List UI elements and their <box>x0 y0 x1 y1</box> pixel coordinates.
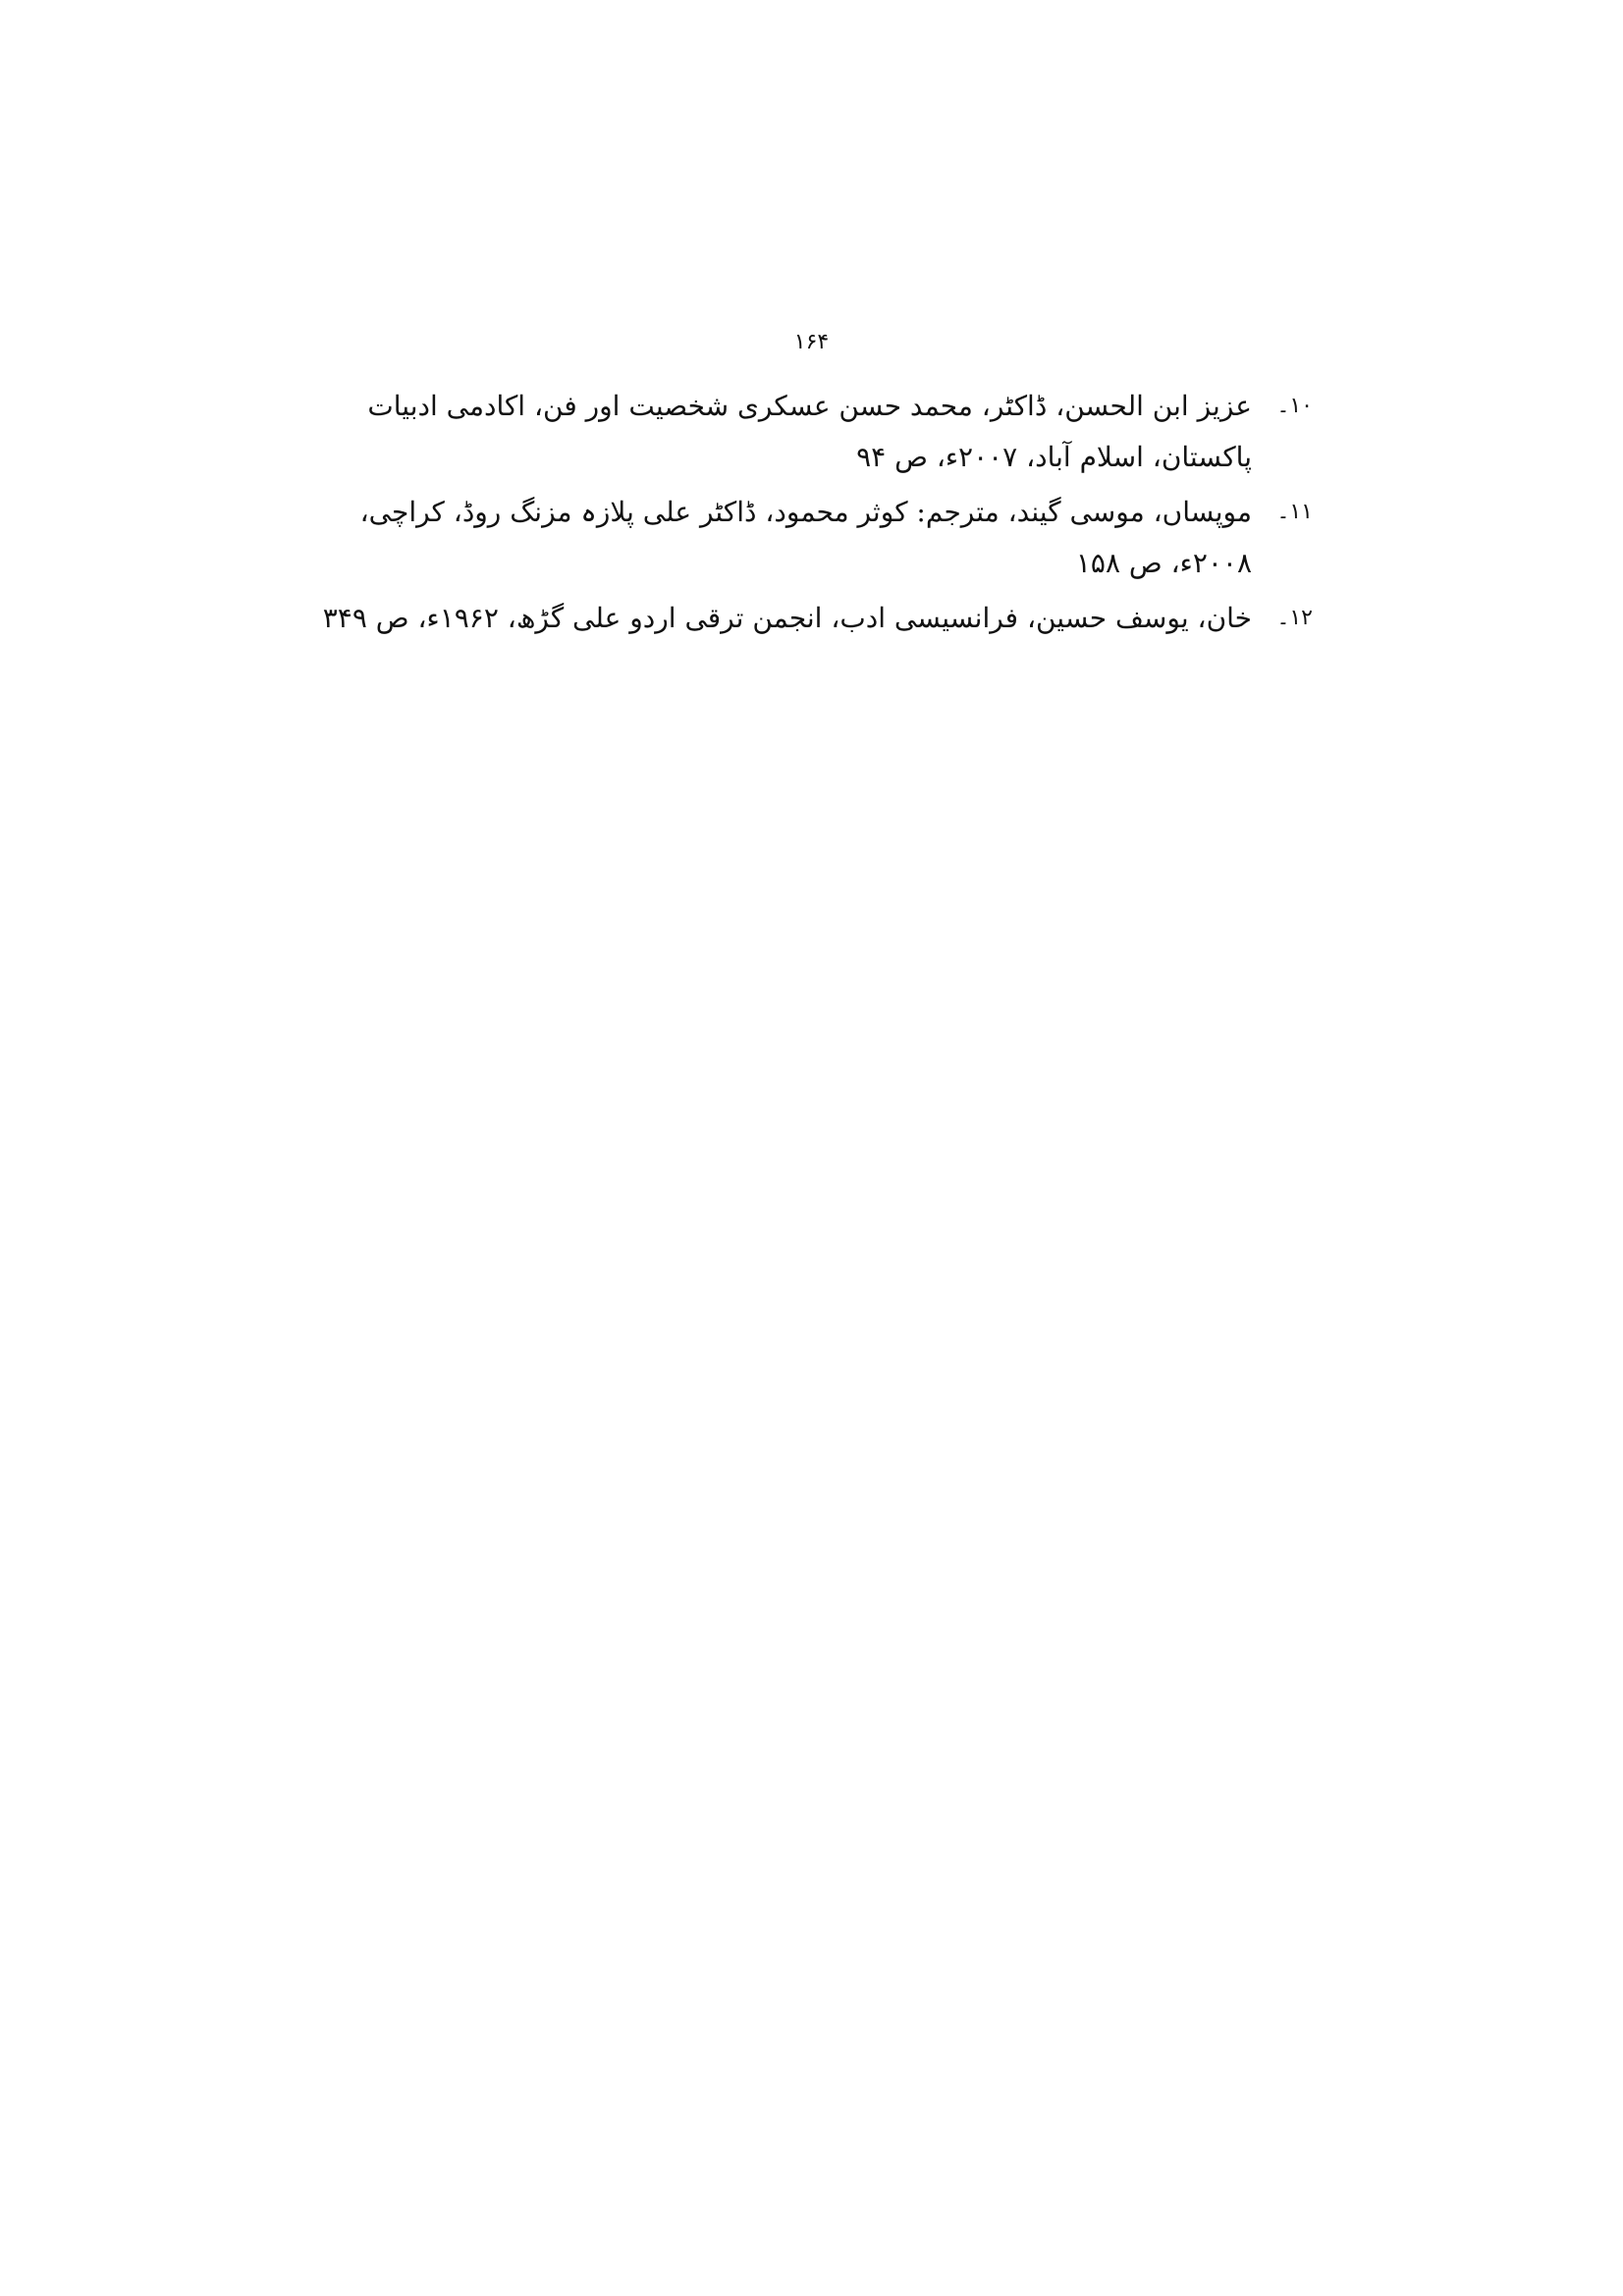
page-number: ۱۶۴ <box>793 330 830 354</box>
footnote-11 <box>311 487 1313 589</box>
footnote-12 <box>311 593 1313 644</box>
footnotes-list <box>311 381 1313 648</box>
footnote-text: خان، یوسف حسین، فرانسیسی ادب، انجمن ترقی اردو علی گڑھ، ۱۹۶۲ء، ص ۳۴۹ <box>322 602 1252 634</box>
footnote-number: ۱۱۔ <box>1276 500 1313 524</box>
footnote-10 <box>311 381 1313 483</box>
footnote-text: موپساں، موسی گیند، مترجم: کوثر محمود، ڈاکٹر علی پلازہ مزنگ روڈ، کراچی، ۲۰۰۸ء، ص ۱۵۸ <box>359 496 1252 579</box>
footnote-text: عزیز ابن الحسن، ڈاکٹر، محمد حسن عسکری شخصیت اور فن، اکادمی ادبیات پاکستان، اسلام آباد، ۲۰۰۷ء، ص ۹۴ <box>367 390 1252 473</box>
footnote-number: ۱۰۔ <box>1276 394 1313 418</box>
footnote-number: ۱۲۔ <box>1276 606 1313 630</box>
